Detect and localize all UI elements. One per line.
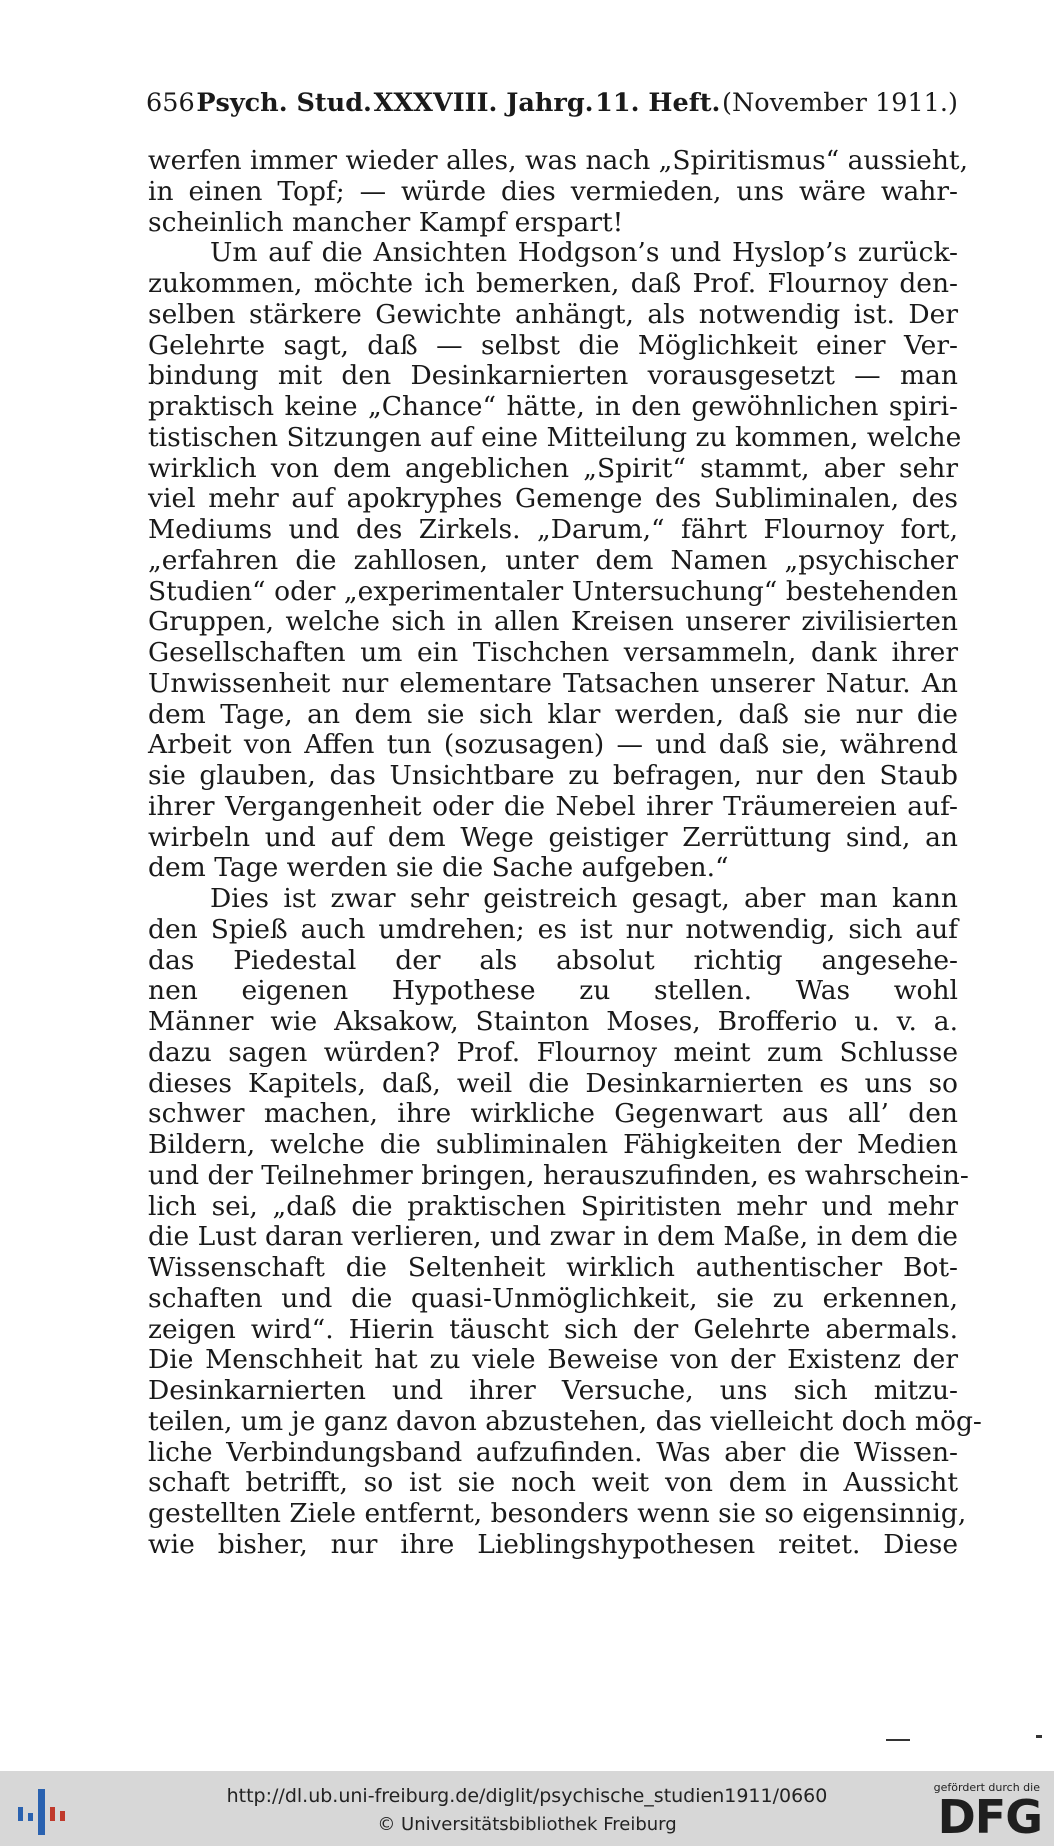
text-line: Bildern, welche die subliminalen Fähigkeiten der Medien bbox=[148, 1129, 958, 1160]
text-line: und der Teilnehmer bringen, herauszufinden, es wahrschein- bbox=[148, 1159, 969, 1191]
copyright-text: © Universitätsbibliothek Freiburg bbox=[377, 1814, 677, 1835]
text-line: wirbeln und auf dem Wege geistiger Zerrüttung sind, an bbox=[148, 821, 958, 853]
text-line: das Piedestal der als absolut richtig angesehe- bbox=[148, 944, 958, 976]
running-header bbox=[146, 88, 958, 128]
footer-bar bbox=[0, 1771, 1054, 1846]
text-line: wirklich von dem angeblichen „Spirit“ stammt, aber sehr bbox=[148, 452, 958, 484]
text-line: Studien“ oder „experimentaler Untersuchung“ bestehenden bbox=[148, 575, 958, 607]
text-line: Männer wie Aksakow, Stainton Moses, Brofferio u. v. a. bbox=[148, 1006, 958, 1037]
text-line: praktisch keine „Chance“ hätte, in den gewöhnlichen spiri- bbox=[148, 391, 958, 422]
issue-label: 11. Heft. bbox=[595, 88, 721, 118]
text-line: schaft betrifft, so ist sie noch weit von dem in Aussicht bbox=[148, 1467, 958, 1499]
text-line: werfen immer wieder alles, was nach „Spiritismus“ aussieht, bbox=[148, 145, 968, 176]
text-line: zeigen wird“. Hierin täuscht sich der Gelehrte abermals. bbox=[148, 1313, 958, 1345]
text-line: nen eigenen Hypothese zu stellen. Was wohl bbox=[148, 975, 958, 1007]
text-line: bindung mit den Desinkarnierten vorausgesetzt — man bbox=[148, 360, 958, 392]
journal-title: Psych. Stud. bbox=[196, 88, 372, 118]
text-line: in einen Topf; — würde dies vermieden, uns wäre wahr- bbox=[148, 175, 958, 207]
text-line: Mediums und des Zirkels. „Darum,“ fährt Flournoy fort, bbox=[148, 514, 958, 545]
sponsor-tagline: gefördert durch die bbox=[933, 1781, 1040, 1794]
text-line: lich sei, „daß die praktischen Spiritisten mehr und mehr bbox=[148, 1190, 958, 1222]
margin-mark bbox=[1036, 1735, 1042, 1738]
text-line: Arbeit von Affen tun (sozusagen) — und daß sie, während bbox=[148, 729, 958, 761]
page-body bbox=[148, 145, 982, 1561]
text-line: dazu sagen würden? Prof. Flournoy meint zum Schlusse bbox=[148, 1036, 958, 1068]
text-line: dem Tage werden sie die Sache aufgeben.“ bbox=[148, 852, 729, 884]
text-line: scheinlich mancher Kampf erspart! bbox=[148, 206, 624, 238]
text-line: Gesellschaften um ein Tischchen versammeln, dank ihrer bbox=[148, 637, 958, 668]
catchword-dash bbox=[886, 1739, 910, 1741]
text-line: schaften und die quasi-Unmöglichkeit, sie zu erkennen, bbox=[148, 1282, 958, 1314]
text-line: tistischen Sitzungen auf eine Mitteilung zu kommen, welche bbox=[148, 421, 962, 453]
text-line: Desinkarnierten und ihrer Versuche, uns sich mitzu- bbox=[148, 1375, 958, 1406]
text-line: dieses Kapitels, daß, weil die Desinkarnierten es uns so bbox=[148, 1067, 958, 1099]
issue-date: (November 1911.) bbox=[722, 88, 958, 118]
text-line: zukommen, möchte ich bemerken, daß Prof. Flournoy den- bbox=[148, 268, 958, 299]
dfg-wordmark: DFG bbox=[937, 1790, 1042, 1844]
text-line: ihrer Vergangenheit oder die Nebel ihrer Träumereien auf- bbox=[148, 790, 958, 822]
text-line: den Spieß auch umdrehen; es ist nur notwendig, sich auf bbox=[148, 913, 958, 945]
paragraph-start-line: Dies ist zwar sehr geistreich gesagt, aber man kann bbox=[210, 883, 958, 914]
text-line: viel mehr auf apokryphes Gemenge des Subliminalen, des bbox=[148, 483, 958, 515]
text-line: Gelehrte sagt, daß — selbst die Möglichkeit einer Ver- bbox=[148, 329, 958, 361]
dfg-sponsor-logo bbox=[928, 1781, 1046, 1843]
volume-label: XXXVIII. Jahrg. bbox=[373, 88, 594, 118]
text-line: Die Menschheit hat zu viele Beweise von der Existenz der bbox=[148, 1344, 958, 1376]
text-line: Wissenschaft die Seltenheit wirklich authentischer Bot- bbox=[148, 1252, 958, 1283]
text-line: gestellten Ziele entfernt, besonders wenn sie so eigensinnig, bbox=[148, 1498, 967, 1529]
text-line: Unwissenheit nur elementare Tatsachen unserer Natur. An bbox=[148, 667, 958, 699]
text-line: dem Tage, an dem sie sich klar werden, daß sie nur die bbox=[148, 698, 958, 730]
text-line: die Lust daran verlieren, und zwar in dem Maße, in dem die bbox=[148, 1221, 958, 1253]
text-line: schwer machen, ihre wirkliche Gegenwart aus all’ den bbox=[148, 1098, 958, 1130]
text-line: liche Verbindungsband aufzufinden. Was aber die Wissen- bbox=[148, 1436, 958, 1468]
text-line: „erfahren die zahllosen, unter dem Namen „psychischer bbox=[148, 544, 958, 576]
text-line: sie glauben, das Unsichtbare zu befragen, nur den Staub bbox=[148, 760, 958, 791]
text-line: wie bisher, nur ihre Lieblingshypothesen reitet. Diese bbox=[148, 1528, 958, 1560]
page-number: 656 bbox=[146, 88, 195, 118]
source-url-link[interactable]: http://dl.ub.uni-freiburg.de/diglit/psychische_studien1911/0660 bbox=[226, 1785, 828, 1807]
text-line: Gruppen, welche sich in allen Kreisen unserer zivilisierten bbox=[148, 606, 958, 638]
paragraph-start-line: Um auf die Ansichten Hodgson’s und Hyslop’s zurück- bbox=[210, 237, 958, 269]
text-line: teilen, um je ganz davon abzustehen, das vielleicht doch mög- bbox=[148, 1405, 982, 1437]
text-line: selben stärkere Gewichte anhängt, als notwendig ist. Der bbox=[148, 298, 958, 330]
